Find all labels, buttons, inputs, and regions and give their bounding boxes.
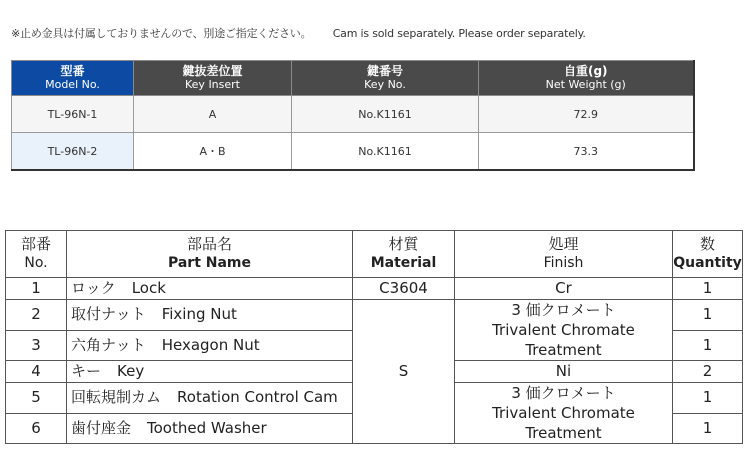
quantity-cell: 1 [673, 413, 743, 444]
finish-cell: Cr [455, 278, 673, 300]
parts-table-header [6, 231, 743, 278]
part-no-cell: 3 [6, 330, 67, 361]
model-no-cell: TL-96N-1 [12, 96, 134, 133]
quantity-cell: 1 [673, 330, 743, 361]
key-no-cell: No.K1161 [292, 96, 479, 133]
parts-table [5, 230, 743, 444]
part-name-cell: キー Key [67, 361, 353, 383]
part-no-cell: 4 [6, 361, 67, 383]
key-insert-cell: A・B [134, 133, 292, 171]
note-english: Cam is sold separately. Please order separately. [332, 27, 586, 40]
part-name-cell: 六角ナット Hexagon Nut [67, 330, 353, 361]
part-no-cell: 2 [6, 300, 67, 331]
note-japanese: ※止め金具は付属しておりませんので、別途ご指定ください。 [11, 27, 312, 40]
part-row [6, 278, 743, 300]
header-part-name: 部品名 Part Name [67, 231, 353, 278]
finish-cell: Ni [455, 361, 673, 383]
part-name-cell: 歯付座金 Toothed Washer [67, 413, 353, 444]
part-row [6, 300, 743, 331]
model-row [12, 133, 694, 171]
finish-cell: 3 価クロメート Trivalent Chromate Treatment [455, 383, 673, 444]
quantity-cell: 1 [673, 383, 743, 414]
part-name-cell: 取付ナット Fixing Nut [67, 300, 353, 331]
header-material: 材質 Material [353, 231, 455, 278]
quantity-cell: 1 [673, 300, 743, 331]
part-no-cell: 1 [6, 278, 67, 300]
finish-cell: 3 価クロメート Trivalent Chromate Treatment [455, 300, 673, 361]
weight-cell: 73.3 [479, 133, 694, 171]
key-no-cell: No.K1161 [292, 133, 479, 171]
weight-cell: 72.9 [479, 96, 694, 133]
quantity-cell: 1 [673, 278, 743, 300]
material-cell: S [353, 300, 455, 444]
part-no-cell: 6 [6, 413, 67, 444]
material-cell: C3604 [353, 278, 455, 300]
part-no-cell: 5 [6, 383, 67, 414]
header-quantity: 数 Quantity [673, 231, 743, 278]
separate-order-note [11, 25, 586, 41]
header-key-no: 鍵番号 Key No. [292, 61, 479, 96]
part-name-cell: ロック Lock [67, 278, 353, 300]
model-no-cell: TL-96N-2 [12, 133, 134, 171]
key-insert-cell: A [134, 96, 292, 133]
header-model-no: 型番 Model No. [12, 61, 134, 96]
header-key-insert: 鍵抜差位置 Key Insert [134, 61, 292, 96]
header-part-no: 部番 No. [6, 231, 67, 278]
quantity-cell: 2 [673, 361, 743, 383]
header-net-weight: 自重(g) Net Weight (g) [479, 61, 694, 96]
model-spec-table [11, 60, 695, 171]
header-finish: 処理 Finish [455, 231, 673, 278]
model-row [12, 96, 694, 133]
part-name-cell: 回転規制カム Rotation Control Cam [67, 383, 353, 414]
model-table-header [12, 61, 694, 96]
